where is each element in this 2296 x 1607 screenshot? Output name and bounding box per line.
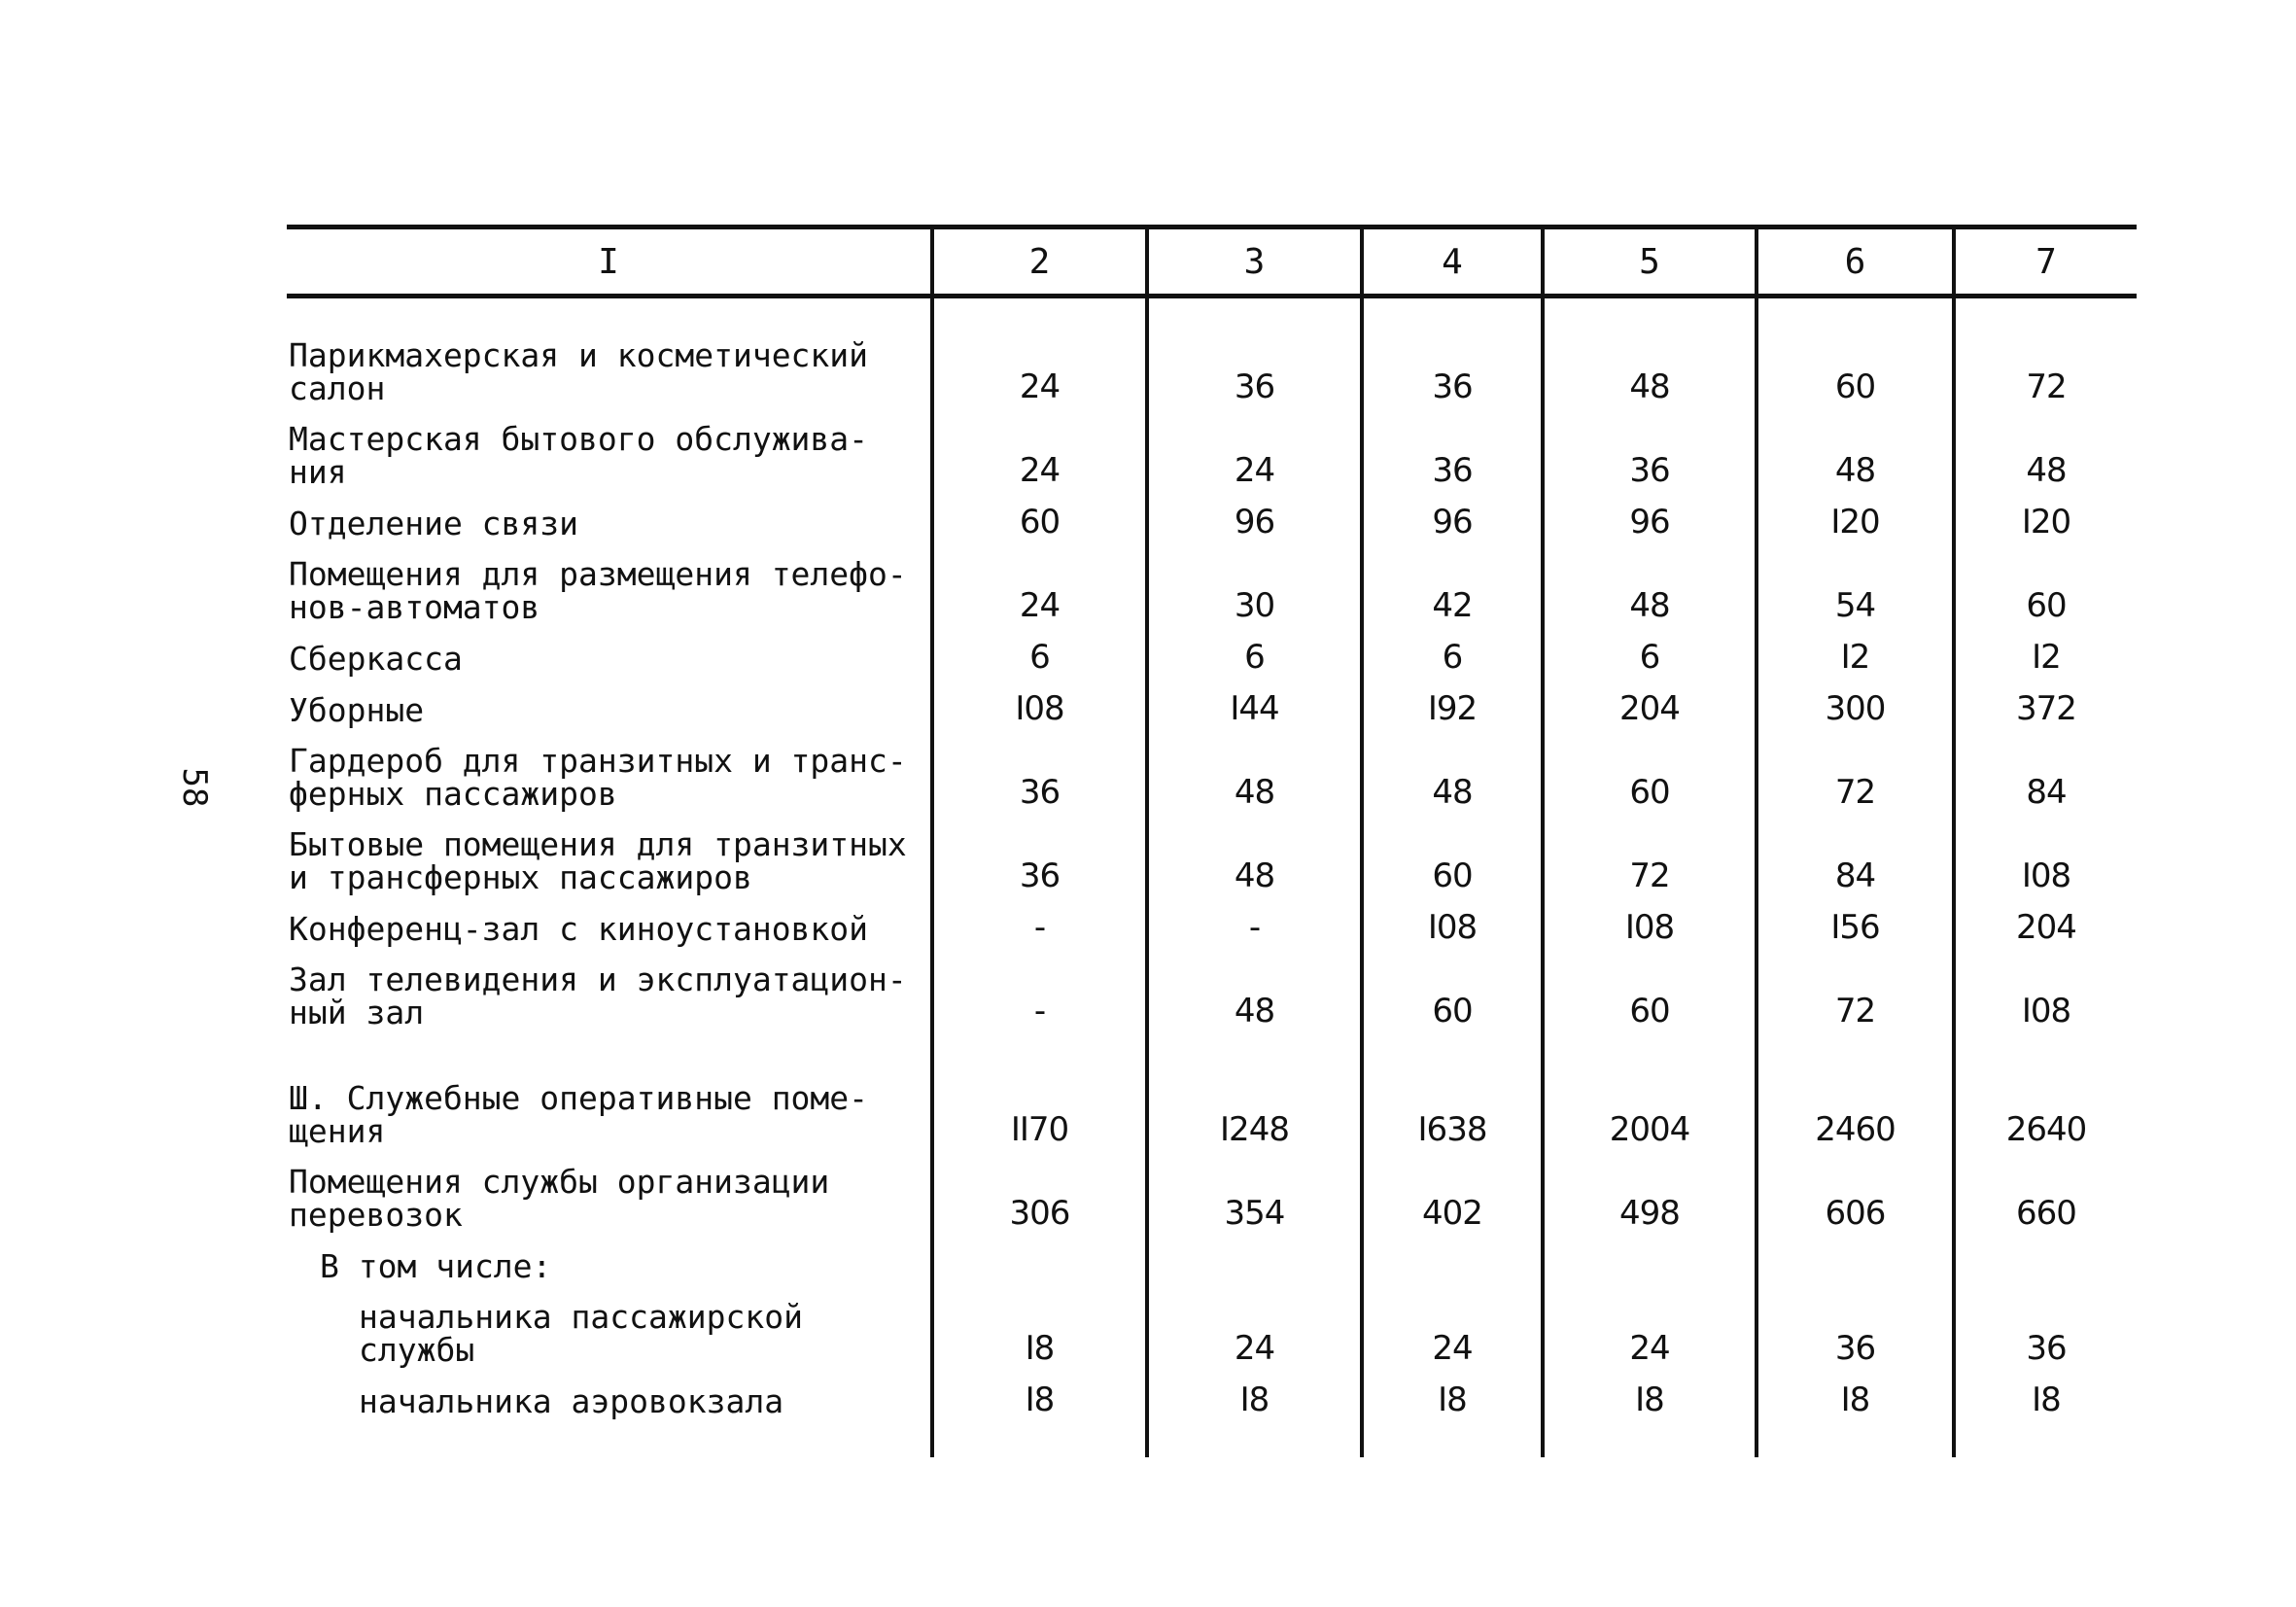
row-label: Парикмахерская и косметический салон bbox=[289, 336, 869, 407]
value-cell: I20 bbox=[1757, 489, 1954, 541]
value-cell bbox=[1362, 1232, 1543, 1283]
table-row bbox=[287, 405, 2137, 489]
spacer-cell bbox=[932, 1418, 1147, 1457]
table-row bbox=[287, 624, 2137, 676]
column-header: 6 bbox=[1757, 227, 1954, 297]
table-body bbox=[287, 297, 2137, 1458]
value-cell: 36 bbox=[1954, 1283, 2137, 1367]
value-cell: 6 bbox=[932, 624, 1147, 676]
spacer-cell bbox=[1362, 1418, 1543, 1457]
value-cell: I8 bbox=[1147, 1367, 1362, 1418]
value-cell: 24 bbox=[932, 541, 1147, 624]
value-cell: 48 bbox=[1954, 405, 2137, 489]
value-cell: 36 bbox=[1362, 297, 1543, 406]
value-cell: 48 bbox=[1362, 727, 1543, 811]
table-row bbox=[287, 489, 2137, 541]
page-number: 58 bbox=[175, 767, 214, 808]
value-cell: 72 bbox=[1757, 946, 1954, 1030]
row-label: Отделение связи bbox=[289, 505, 579, 542]
value-cell: 306 bbox=[932, 1148, 1147, 1232]
column-header: 7 bbox=[1954, 227, 2137, 297]
spacer-cell bbox=[1362, 1030, 1543, 1065]
value-cell bbox=[1147, 1232, 1362, 1283]
value-cell: I8 bbox=[1757, 1367, 1954, 1418]
value-cell bbox=[1543, 1232, 1757, 1283]
value-cell: 204 bbox=[1543, 676, 1757, 727]
value-cell: 84 bbox=[1757, 811, 1954, 894]
value-cell: 48 bbox=[1543, 297, 1757, 406]
value-cell: 402 bbox=[1362, 1148, 1543, 1232]
value-cell: 60 bbox=[1543, 727, 1757, 811]
value-cell: 48 bbox=[1147, 811, 1362, 894]
row-label: Помещения для размещения телефо- нов-автоматов bbox=[289, 555, 907, 626]
value-cell: 72 bbox=[1954, 297, 2137, 406]
spacer-cell bbox=[1543, 1030, 1757, 1065]
table-row bbox=[287, 1148, 2137, 1232]
table-row bbox=[287, 1232, 2137, 1283]
row-label: В том числе: bbox=[320, 1247, 552, 1285]
value-cell: 36 bbox=[932, 811, 1147, 894]
row-label: Бытовые помещения для транзитных и трансферных пассажиров bbox=[289, 825, 907, 896]
value-cell: 24 bbox=[932, 297, 1147, 406]
value-cell: I56 bbox=[1757, 894, 1954, 946]
column-header: I bbox=[287, 227, 932, 297]
table-row bbox=[287, 676, 2137, 727]
table-row bbox=[287, 811, 2137, 894]
value-cell: 300 bbox=[1757, 676, 1954, 727]
row-label: Конференц-зал с киноустановкой bbox=[289, 910, 869, 948]
spacer-cell bbox=[932, 1030, 1147, 1065]
room-area-table bbox=[287, 225, 2137, 1457]
spacer-cell bbox=[1954, 1030, 2137, 1065]
row-label: начальника аэровокзала bbox=[359, 1382, 784, 1420]
spacer-cell bbox=[1757, 1030, 1954, 1065]
value-cell: 36 bbox=[932, 727, 1147, 811]
value-cell bbox=[1954, 1232, 2137, 1283]
value-cell: 24 bbox=[1543, 1283, 1757, 1367]
value-cell: 24 bbox=[1362, 1283, 1543, 1367]
value-cell: 606 bbox=[1757, 1148, 1954, 1232]
table-row bbox=[287, 946, 2137, 1030]
value-cell: II70 bbox=[932, 1065, 1147, 1148]
value-cell: I08 bbox=[932, 676, 1147, 727]
value-cell: 72 bbox=[1757, 727, 1954, 811]
value-cell: 24 bbox=[1147, 1283, 1362, 1367]
value-cell: 6 bbox=[1147, 624, 1362, 676]
row-label: Помещения службы организации перевозок bbox=[289, 1163, 830, 1234]
value-cell: 48 bbox=[1757, 405, 1954, 489]
value-cell: I08 bbox=[1543, 894, 1757, 946]
spacer-cell bbox=[1147, 1418, 1362, 1457]
value-cell: I92 bbox=[1362, 676, 1543, 727]
row-label: Сберкасса bbox=[289, 640, 463, 678]
table-header-row bbox=[287, 227, 2137, 297]
table-row bbox=[287, 541, 2137, 624]
column-header: 3 bbox=[1147, 227, 1362, 297]
table-row bbox=[287, 727, 2137, 811]
value-cell: 60 bbox=[1362, 811, 1543, 894]
row-label: Зал телевидения и эксплуатацион- ный зал bbox=[289, 961, 907, 1031]
value-cell bbox=[1757, 1232, 1954, 1283]
table-row bbox=[287, 1367, 2137, 1418]
value-cell: 36 bbox=[1147, 297, 1362, 406]
value-cell: 660 bbox=[1954, 1148, 2137, 1232]
table-row bbox=[287, 1065, 2137, 1148]
value-cell: 60 bbox=[1954, 541, 2137, 624]
spacer-cell bbox=[287, 1418, 932, 1457]
value-cell: - bbox=[932, 894, 1147, 946]
table-tail-row bbox=[287, 1418, 2137, 1457]
value-cell: 36 bbox=[1362, 405, 1543, 489]
value-cell: 96 bbox=[1543, 489, 1757, 541]
table-row bbox=[287, 297, 2137, 406]
value-cell: I8 bbox=[1362, 1367, 1543, 1418]
value-cell: 60 bbox=[1757, 297, 1954, 406]
value-cell: 498 bbox=[1543, 1148, 1757, 1232]
value-cell: 96 bbox=[1362, 489, 1543, 541]
spacer-cell bbox=[1543, 1418, 1757, 1457]
value-cell: 24 bbox=[932, 405, 1147, 489]
column-header: 5 bbox=[1543, 227, 1757, 297]
value-cell: 6 bbox=[1362, 624, 1543, 676]
value-cell: 48 bbox=[1147, 946, 1362, 1030]
spacer-cell bbox=[1954, 1418, 2137, 1457]
value-cell: I08 bbox=[1954, 811, 2137, 894]
value-cell: I8 bbox=[1954, 1367, 2137, 1418]
row-label: начальника пассажирской службы bbox=[359, 1298, 803, 1369]
value-cell: I248 bbox=[1147, 1065, 1362, 1148]
value-cell: I8 bbox=[932, 1367, 1147, 1418]
value-cell: - bbox=[1147, 894, 1362, 946]
value-cell: 24 bbox=[1147, 405, 1362, 489]
value-cell: I44 bbox=[1147, 676, 1362, 727]
row-label: Гардероб для транзитных и транс- ферных пассажиров bbox=[289, 742, 907, 813]
value-cell: I638 bbox=[1362, 1065, 1543, 1148]
value-cell: 60 bbox=[1543, 946, 1757, 1030]
row-label: Мастерская бытового обслужива- ния bbox=[289, 420, 869, 491]
value-cell: 48 bbox=[1147, 727, 1362, 811]
value-cell: 2640 bbox=[1954, 1065, 2137, 1148]
value-cell: 96 bbox=[1147, 489, 1362, 541]
value-cell: 48 bbox=[1543, 541, 1757, 624]
value-cell: 372 bbox=[1954, 676, 2137, 727]
column-header: 2 bbox=[932, 227, 1147, 297]
table-row bbox=[287, 894, 2137, 946]
row-label: Уборные bbox=[289, 691, 425, 729]
spacer-cell bbox=[1147, 1030, 1362, 1065]
column-header: 4 bbox=[1362, 227, 1543, 297]
value-cell: 2004 bbox=[1543, 1065, 1757, 1148]
value-cell: 6 bbox=[1543, 624, 1757, 676]
value-cell: I8 bbox=[1543, 1367, 1757, 1418]
value-cell: I08 bbox=[1362, 894, 1543, 946]
spacer-cell bbox=[287, 1030, 932, 1065]
value-cell: 42 bbox=[1362, 541, 1543, 624]
value-cell: 2460 bbox=[1757, 1065, 1954, 1148]
value-cell: I2 bbox=[1954, 624, 2137, 676]
value-cell: 54 bbox=[1757, 541, 1954, 624]
value-cell: 60 bbox=[1362, 946, 1543, 1030]
spacer-cell bbox=[1757, 1418, 1954, 1457]
row-label: Ш. Служебные оперативные поме- щения bbox=[289, 1079, 869, 1150]
value-cell: 36 bbox=[1757, 1283, 1954, 1367]
value-cell: 84 bbox=[1954, 727, 2137, 811]
spacer-row bbox=[287, 1030, 2137, 1065]
value-cell: 72 bbox=[1543, 811, 1757, 894]
value-cell: 36 bbox=[1543, 405, 1757, 489]
value-cell: I2 bbox=[1757, 624, 1954, 676]
value-cell: I8 bbox=[932, 1283, 1147, 1367]
table-row bbox=[287, 1283, 2137, 1367]
value-cell: 60 bbox=[932, 489, 1147, 541]
value-cell: 204 bbox=[1954, 894, 2137, 946]
value-cell bbox=[932, 1232, 1147, 1283]
value-cell: - bbox=[932, 946, 1147, 1030]
value-cell: 30 bbox=[1147, 541, 1362, 624]
value-cell: 354 bbox=[1147, 1148, 1362, 1232]
value-cell: I08 bbox=[1954, 946, 2137, 1030]
value-cell: I20 bbox=[1954, 489, 2137, 541]
